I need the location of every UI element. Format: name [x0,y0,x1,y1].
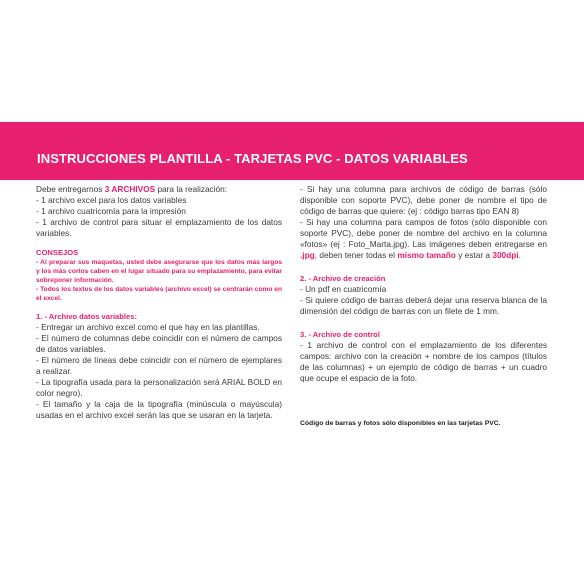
section3-text: - 1 archivo de control con el emplazamiento de los diferentes campos: archivo con la creación + nombre de los campos (títulos de las columnas) + un ejemplo de código de barras + un cuadro que ocupe el espacio de la foto. [300,340,547,383]
section1-item: - El número de líneas debe coincidir con el número de ejemplares a realizar. [36,355,282,376]
consejos-heading: CONSEJOS [36,248,79,257]
section3-heading: 3. - Archivo de control [300,330,380,339]
section1-item: - La tipografía usada para la personalización será ARIAL BOLD en color negro). [36,377,282,398]
consejo-tip: - Todos los textos de los datos variables (archivo excel) se centrarán como en el excel. [36,286,282,302]
photos-jpg: .jpg [300,250,315,260]
section2-item: - Si quiere código de barras deberá dejar una reserva blanca de la dimensión del código de barras con un filete de 1 mm. [300,295,547,316]
photos-end: . [518,250,521,260]
intro-highlight: 3 ARCHIVOS [104,184,156,194]
right-column [300,184,547,429]
intro-pre: Debe entregarnos [36,184,105,194]
intro-line [36,184,282,195]
photos-dpi: 300dpi [492,250,519,260]
intro-item: - 1 archivo de control para situar el emplazamiento de los datos variables. [36,217,282,238]
section2-heading: 2. - Archivo de creación [300,274,386,283]
intro-post: para la realización: [155,184,228,194]
photos-size: mismo tamaño [397,250,456,260]
section1-heading: 1. - Archivo datos variables: [36,312,138,321]
footer-note: Código de barras y fotos sólo disponibles en las tarjetas PVC. [300,420,501,427]
photos-note [300,217,547,261]
section1-item: - El número de columnas debe coincidir con el número de campos de datos variables. [36,333,282,354]
consejo-tip: - Al preparar sus maquetas, usted debe asegurarse que los datos más largos y los más cortos caben en el lugar situado para su emplazamiento, para evitar sobreponer información. [36,259,282,284]
photos-mid: , deben tener todas el [314,250,398,260]
photos-pre: - Si hay una columna para campos de fotos (sólo disponible con soporte PVC), debe poner de nombre del archivo en la columna «fotos» (ej : Foto_Marta.jpg). Las imágenes deben entregarse en [300,217,547,249]
intro-item: - 1 archivo excel para los datos variables [36,195,187,205]
section1-item: - El tamaño y la caja de la tipografía (minúscula o mayúscula) usadas en el archivo excel serán las que se usaran en la tarjeta. [36,399,282,420]
left-column [36,184,282,421]
intro-item: - 1 archivo cuatricomía para la impresión [36,206,186,216]
barcode-note: - Si hay una columna para archivos de código de barras (sólo disponible con soporte PVC), debe poner de nombre el tipo de código de barras que quiere: (ej : código barras tipo EAN 8) [300,184,547,216]
page-title: INSTRUCCIONES PLANTILLA - TARJETAS PVC - DATOS VARIABLES [37,151,468,166]
section1-item: - Entregar un archivo excel como el que hay en las plantillas. [36,322,260,332]
title-banner [0,122,584,180]
photos-mid2: y estar a [455,250,493,260]
section2-item: - Un pdf en cuatricomía [300,284,387,294]
